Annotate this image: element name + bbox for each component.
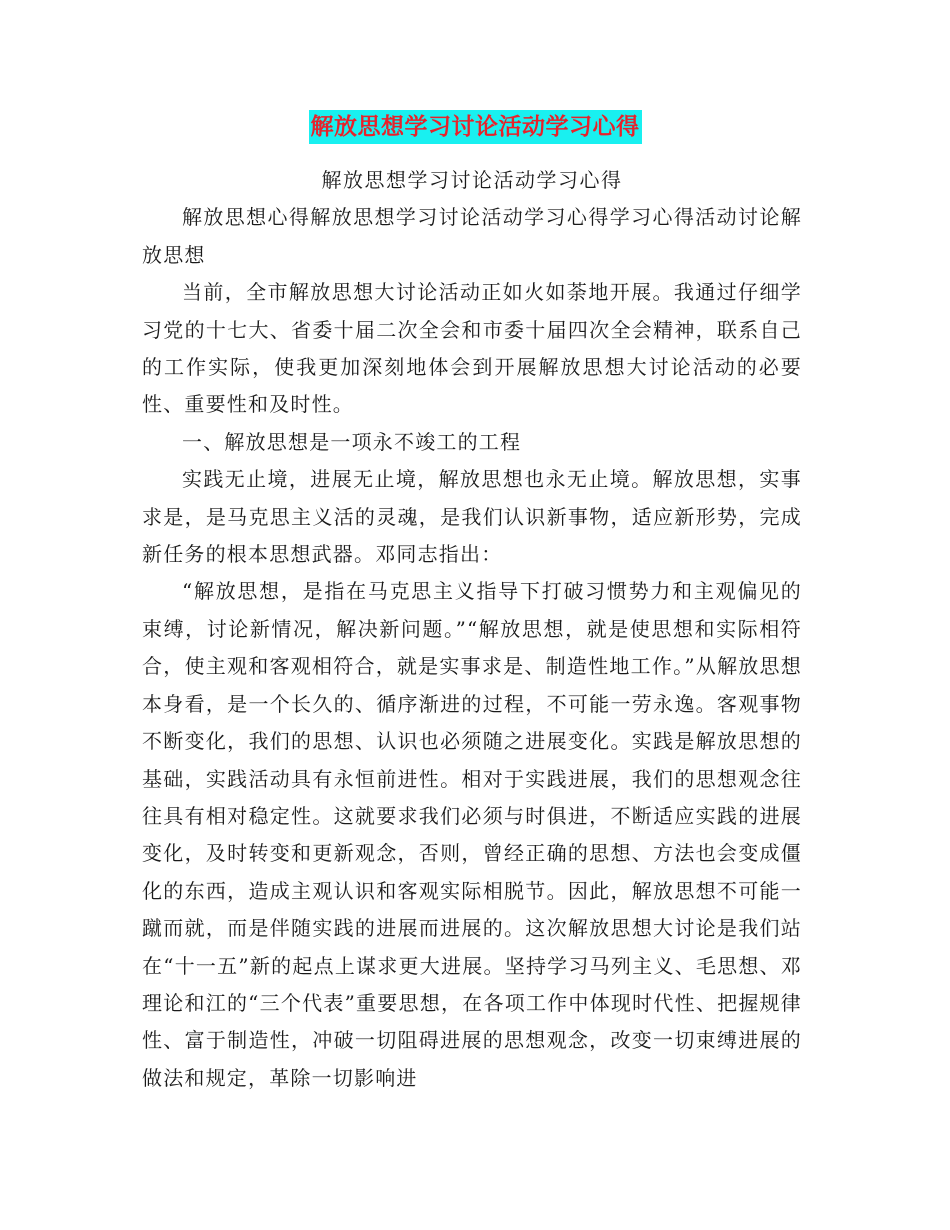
- paragraph-intro: 当前，全市解放思想大讨论活动正如火如荼地开展。我通过仔细学习党的十七大、省委十届二次全会和市委十届四次全会精神，联系自己的工作实际，使我更加深刻地体会到开展解放思想大讨论活动的必要性、重要性和及时性。: [142, 280, 802, 417]
- paragraph-keywords: 解放思想心得解放思想学习讨论活动学习心得学习心得活动讨论解放思想: [142, 205, 802, 267]
- paragraph-practice: 实践无止境，进展无止境，解放思想也永无止境。解放思想，实事求是，是马克思主义活的灵魂，是我们认识新事物，适应新形势，完成新任务的根本思想武器。邓同志指出：: [142, 467, 802, 567]
- title-container: [0, 110, 950, 144]
- paragraph-quote: “解放思想，是指在马克思主义指导下打破习惯势力和主观偏见的束缚，讨论新情况，解决新问题。”“解放思想，就是使思想和实际相符合，使主观和客观相符合，就是实事求是、制造性地工作。”从解放思想本身看，是一个长久的、循序渐进的过程，不可能一劳永逸。客观事物不断变化，我们的思想、认识也必须随之进展变化。实践是解放思想的基础，实践活动具有永恒前进性。相对于实践进展，我们的思想观念往往具有相对稳定性。这就要求我们必须与时俱进，不断适应实践的进展变化，及时转变和更新观念，否则，曾经正确的思想、方法也会变成僵化的东西，造成主观认识和客观实际相脱节。因此，解放思想不可能一蹴而就，而是伴随实践的进展而进展的。这次解放思想大讨论是我们站在“十一五”新的起点上谋求更大进展。坚持学习马列主义、毛思想、邓理论和江的“三个代表”重要思想，在各项工作中体现时代性、把握规律性、富于制造性，冲破一切阻碍进展的思想观念，改变一切束缚进展的做法和规定，革除一切影响进: [142, 579, 802, 1090]
- document-title: 解放思想学习讨论活动学习心得: [309, 110, 642, 144]
- document-body: [142, 162, 802, 1097]
- section-heading-1: 一、解放思想是一项永不竣工的工程: [182, 429, 522, 454]
- document-subtitle: 解放思想学习讨论活动学习心得: [321, 168, 623, 192]
